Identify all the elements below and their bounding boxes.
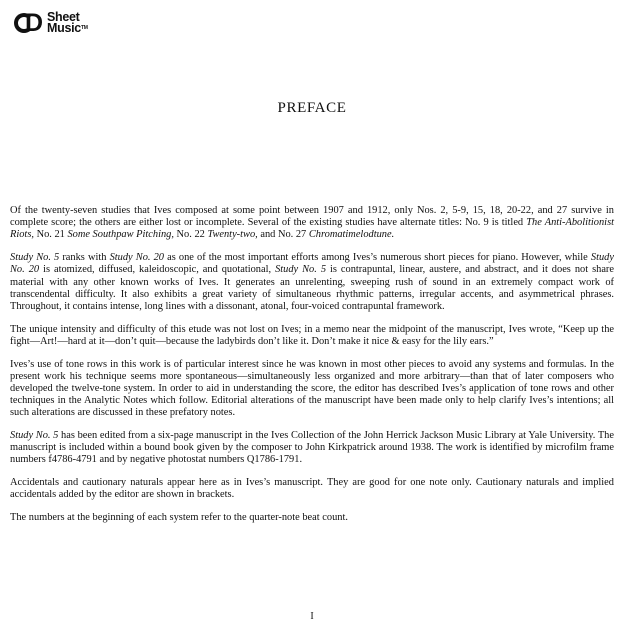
p1-text-e: No. 22 bbox=[173, 229, 208, 241]
p2-text-d: as one of the most important efforts among Ives’s numerous short pieces for piano. However, while bbox=[164, 252, 591, 264]
paragraph-6: Accidentals and cautionary naturals appear here as in Ives’s manuscript. They are good for one note only. Cautionary naturals and implied accidentals added by the editor are shown in brackets. bbox=[10, 477, 614, 501]
paragraph-4: Ives’s use of tone rows in this work is of particular interest since he was known in most other pieces to avoid any systems and formulas. In the present work his technique seems more spontaneous—simultaneously less organized and more arbitrary—than that of later composers who developed the twelve-tone system. In order to aid in understanding the score, the editor has described Ives’s application of tone rows and other techniques in the Analytic Notes which follow. Editorial alterations of the manuscript have been made only to help clarify Ives’s intentions; all such alterations are discussed in these prefatory notes. bbox=[10, 358, 614, 419]
paragraph-5 bbox=[10, 430, 614, 467]
p1-title-twenty-two: Twenty-two, bbox=[207, 229, 258, 241]
p2-study-5-a: Study No. 5 bbox=[10, 252, 60, 264]
p1-text-c: No. 21 bbox=[33, 229, 68, 241]
p5-study-5: Study No. 5 bbox=[10, 430, 59, 442]
p2-text-b: ranks with bbox=[59, 252, 110, 264]
p2-study-20-a: Study No. 20 bbox=[109, 252, 164, 264]
logo-text bbox=[47, 12, 88, 34]
p2-text-f: is atomized, diffused, kaleidoscopic, and quotational, bbox=[39, 264, 276, 276]
p2-study-5-b: Study No. 5 bbox=[275, 264, 327, 276]
page-title: PREFACE bbox=[277, 100, 347, 116]
logo-text-sheet: Sheet bbox=[47, 10, 80, 24]
p1-text-a: Of the twenty-seven studies that Ives composed at some point between 1907 and 1912, only Nos. 2, 5-9, 15, 18, 20-22, and 27 survive in complete score; the others are either lost or incomplete. Several of the existing studies have alternate titles: No. 9 is titled bbox=[10, 205, 614, 229]
paragraph-3: The unique intensity and difficulty of this etude was not lost on Ives; in a memo near the midpoint of the manuscript, Ives wrote, “Keep up the fight—Art!—hard at it—don’t quit—because the ladybirds don’t like it. Don’t make it nice & easy for the lily ears.” bbox=[10, 323, 614, 347]
paragraph-1 bbox=[10, 205, 614, 242]
p1-title-riots: The Anti-Abolitionist Riots, bbox=[10, 217, 614, 241]
cd-logo-mark bbox=[14, 10, 46, 36]
p1-title-southpaw: Some Southpaw Pitching, bbox=[67, 229, 174, 241]
p5-text-b: has been edited from a six-page manuscript in the Ives Collection of the John Herrick Jackson Music Library at Yale University. The manuscript is included within a bound book given by the composer to John Kirkpatrick around 1938. The work is identified by microfilm frame numbers f4786-4791 and by negative photostat numbers Q1786-1791. bbox=[10, 430, 614, 466]
logo-d-shape: D bbox=[25, 9, 44, 37]
p2-study-20-b: Study No. 20 bbox=[10, 252, 614, 276]
page-number: I bbox=[310, 611, 314, 622]
logo-text-music: Music bbox=[47, 21, 81, 35]
cd-sheet-music-logo bbox=[14, 10, 88, 36]
paragraph-2 bbox=[10, 252, 614, 313]
paragraph-7: The numbers at the beginning of each system refer to the quarter-note beat count. bbox=[10, 512, 348, 524]
p1-title-chromatimelodtune: Chromatimelodtune. bbox=[308, 229, 395, 241]
preface-body bbox=[10, 205, 614, 535]
p1-text-g: and No. 27 bbox=[257, 229, 309, 241]
logo-text-music-line bbox=[47, 23, 88, 34]
logo-trademark: TM bbox=[80, 25, 88, 31]
p2-text-h: is contrapuntal, linear, austere, and abstract, and it does not share material with any other known works of Ives. It generates an unrelenting, sweeping rush of sound in an extremely compact work of transcendental difficulty. It also exhibits a great variety of simultaneous rhythmic patterns, irregular accents, and asymmetrical phrases. Throughout, it contains intense, long lines with a dissonant, atonal, four-voiced contrapuntal framework. bbox=[10, 264, 615, 312]
